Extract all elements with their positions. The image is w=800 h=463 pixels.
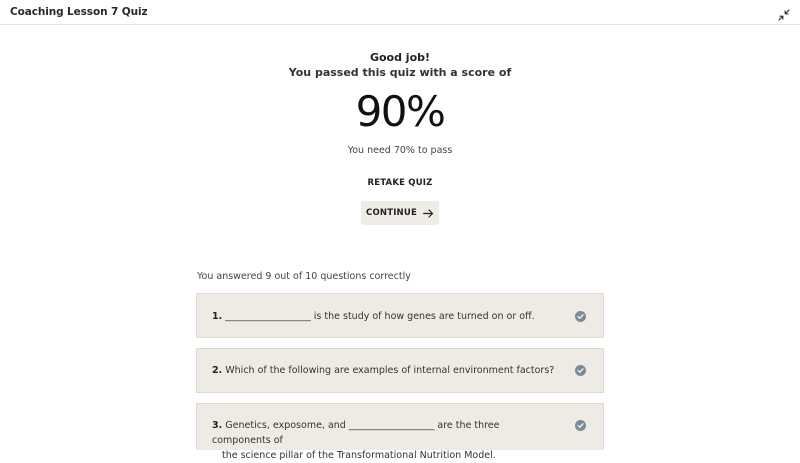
score-value: 90% [355, 87, 445, 136]
answers-summary: You answered 9 out of 10 questions correctly [197, 271, 411, 282]
check-circle-icon [575, 365, 586, 376]
question-body-line2: the science pillar of the Transformational Nutrition Model. [222, 450, 496, 461]
pass-requirement: You need 70% to pass [347, 145, 453, 156]
continue-button[interactable] [361, 201, 439, 225]
top-bar [0, 0, 800, 25]
question-text [212, 309, 557, 324]
question-text [212, 418, 557, 463]
result-headline: Good job! [369, 51, 431, 64]
check-circle-icon [575, 311, 586, 322]
question-card-2[interactable] [196, 348, 604, 393]
question-body: Which of the following are examples of internal environment factors? [225, 365, 555, 376]
result-subline: You passed this quiz with a score of [288, 66, 512, 79]
continue-label: CONTINUE [366, 208, 417, 218]
question-number: 2. [212, 365, 223, 376]
question-body: __________________ is the study of how genes are turned on or off. [225, 311, 535, 322]
question-card-3[interactable] [196, 403, 604, 461]
quiz-title: Coaching Lesson 7 Quiz [10, 6, 148, 18]
question-body: Genetics, exposome, and __________________ are the three components of [212, 420, 500, 446]
question-text [212, 363, 557, 378]
question-number: 3. [212, 420, 223, 431]
check-circle-icon [575, 420, 586, 431]
retake-quiz-button[interactable]: RETAKE QUIZ [367, 178, 433, 188]
question-card-1[interactable] [196, 293, 604, 338]
result-panel [0, 50, 800, 158]
question-number: 1. [212, 311, 223, 322]
collapse-arrows-icon[interactable] [778, 6, 790, 18]
arrow-right-icon [423, 209, 434, 218]
